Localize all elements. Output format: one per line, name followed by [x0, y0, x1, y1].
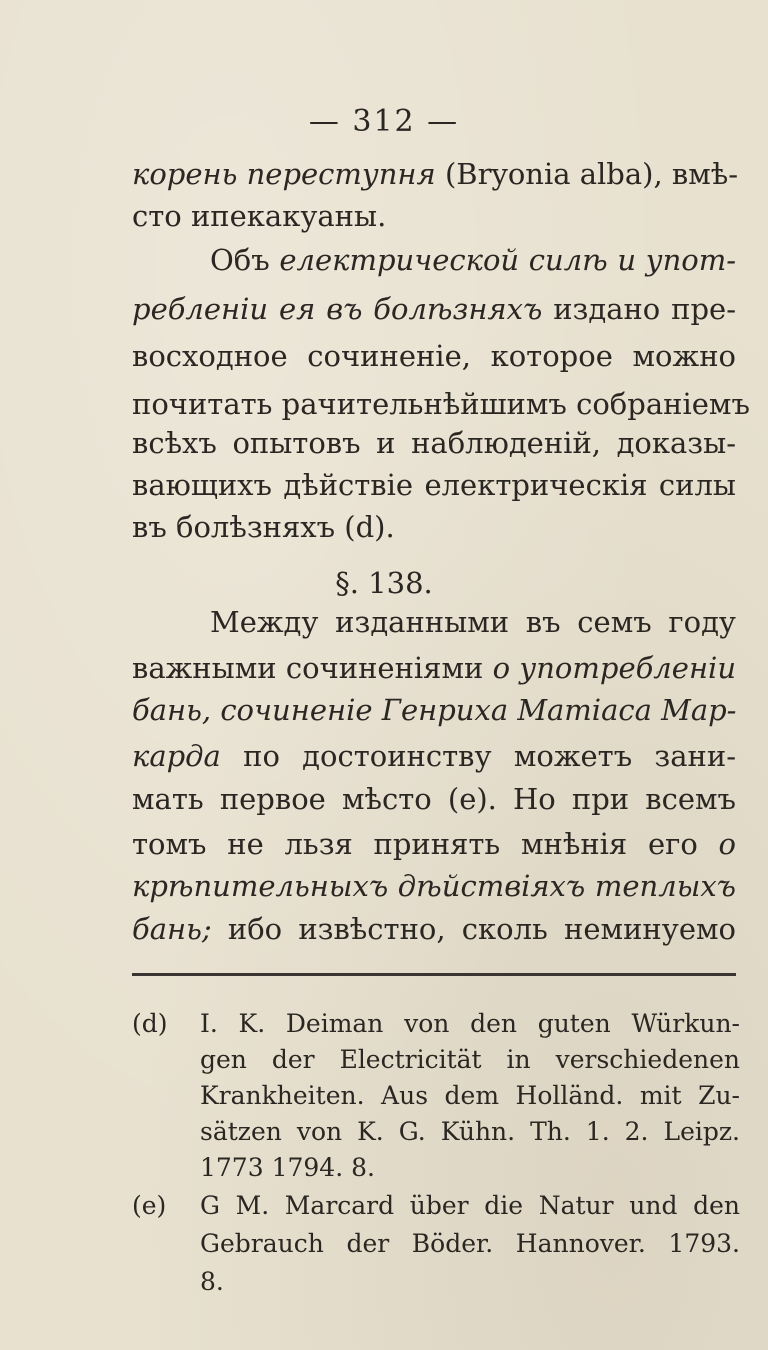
body-line: всѣхъ опытовъ и наблюденій, доказы-: [132, 426, 736, 460]
body-line: [132, 909, 736, 949]
footnote-line: G M. Marcard über die Natur und den: [200, 1191, 740, 1220]
body-line: восходное сочиненіе, которое можно: [132, 339, 736, 373]
body-line: [132, 154, 739, 194]
text-run: Объ: [210, 243, 270, 277]
section-heading: §. 138.: [335, 566, 433, 600]
italic-phrase: бань;: [132, 912, 212, 946]
text-run: важными сочиненіями: [132, 651, 484, 685]
body-line: вающихъ дѣйствіе електрическія силы: [132, 468, 736, 502]
body-line: бань, сочиненіе Генриха Матіаса Мар-: [132, 693, 737, 727]
body-line: въ болѣзняхъ (d).: [132, 510, 395, 544]
text-run: издано пре-: [553, 292, 736, 326]
footnote-line: 1773 1794. 8.: [200, 1153, 375, 1182]
text-run: по достоинству можетъ зани-: [243, 739, 736, 773]
body-line: Между изданными въ семъ году: [210, 605, 736, 639]
footnote-divider: [132, 973, 736, 976]
text-run: ибо извѣстно, сколь неминуемо: [227, 912, 737, 946]
body-line: [132, 289, 736, 329]
footnote-line: I. K. Deiman von den guten Würkun-: [200, 1009, 740, 1038]
italic-phrase: карда: [132, 739, 221, 773]
body-line: крѣпительныхъ дѣйствіяхъ теплыхъ: [132, 869, 736, 903]
footnote-mark: (e): [132, 1191, 167, 1220]
text-run: томъ не льзя принять мнѣнія его: [132, 827, 698, 861]
italic-phrase: корень переступня: [132, 157, 436, 191]
footnote-line: 8.: [200, 1267, 224, 1296]
footnote-line: gen der Electricität in verschiedenen: [200, 1045, 740, 1074]
body-line: [132, 648, 736, 688]
footnote-line: Gebrauch der Böder. Hannover. 1793.: [200, 1229, 740, 1258]
body-line: [132, 824, 736, 864]
body-line: почитать рачительнѣйшимъ собраніемъ: [132, 387, 750, 421]
italic-phrase: о: [718, 827, 737, 861]
page-number: — 312 —: [308, 104, 460, 139]
body-line: сто ипекакуаны.: [132, 199, 387, 233]
text-run: (Bryonia alba), вмѣ-: [444, 157, 739, 191]
footnote-line: Krankheiten. Aus dem Holländ. mit Zu-: [200, 1081, 740, 1110]
italic-phrase: електрической силѣ и упот-: [279, 243, 737, 277]
body-line: [210, 240, 736, 280]
italic-phrase: о употребленіи: [492, 651, 736, 685]
footnote-line: sätzen von K. G. Kühn. Th. 1. 2. Leipz.: [200, 1117, 740, 1146]
footnote-mark: (d): [132, 1009, 168, 1038]
body-line: мать первое мѣсто (e). Но при всемъ: [132, 782, 736, 816]
body-line: [132, 736, 736, 776]
italic-phrase: ребленіи ея въ болѣзняхъ: [132, 292, 543, 326]
